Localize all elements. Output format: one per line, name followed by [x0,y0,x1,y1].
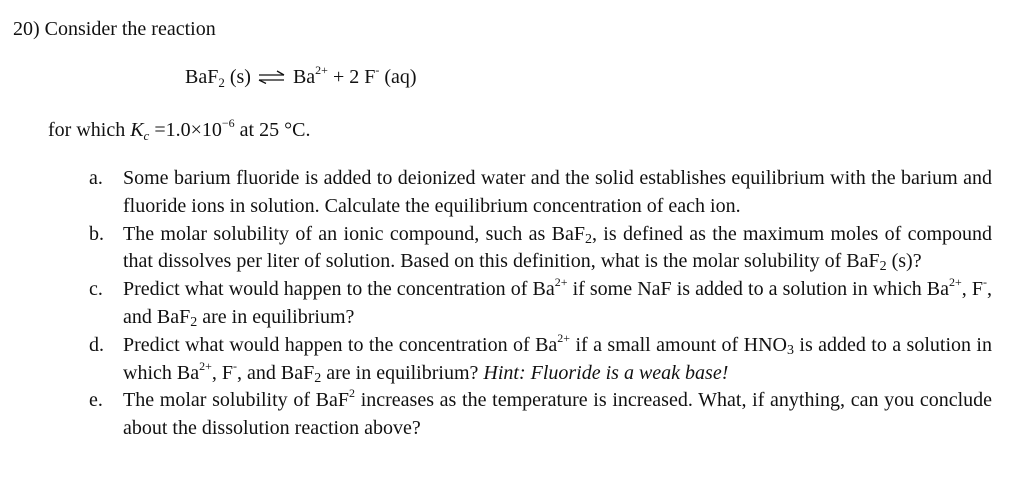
item-letter: c. [89,278,103,301]
superscript: 2+ [554,275,568,290]
item-e [89,387,992,443]
text-segment: Predict what would happen to the concentration of Ba [123,278,555,301]
text-segment: are in equilibrium? [321,361,484,384]
item-a [89,165,992,221]
anion-term: + 2 F [327,66,376,88]
text-segment: is added to a solution in which Ba [123,333,992,384]
reaction-equation [185,63,417,91]
item-text [123,332,992,388]
item-d [89,332,992,388]
question-title: 20) Consider the reaction [13,18,216,40]
kc-statement [48,116,310,144]
subscript: 2 [584,231,592,247]
subscript: 3 [786,342,794,358]
text-segment: , is defined as the maximum moles of compound that dissolves per liter of solution. Based on this definition, what is the molar solubility of BaF [123,222,993,273]
text-segment: , F [211,361,233,384]
text-segment: , and BaF [237,361,315,384]
subscript: 2 [190,314,198,330]
anion-charge: - [375,63,380,77]
kc-exponent: −6 [221,116,235,130]
text-segment: Predict what would happen to the concentration of Ba [123,333,558,356]
text-segment: increases as the temperature is increased. What, if anything, can you conclude about the dissolution reaction above? [123,389,993,440]
text-segment: are in equilibrium? [197,305,355,328]
superscript: - [233,358,237,373]
superscript: 2 [349,386,356,401]
item-text [123,221,992,277]
item-letter: d. [89,333,104,356]
kc-subscript: c [143,128,150,143]
item-text [123,387,992,443]
superscript: 2+ [557,330,571,345]
text-segment: , and BaF [123,278,992,328]
item-text: Some barium fluoride is added to deionized water and the solid establishes equilibrium with the barium and fluoride ions in solution. Calculate the equilibrium concentration of each ion. [123,167,992,217]
text-segment: (s)? [886,250,922,273]
hint-text: Hint: Fluoride is a weak base! [483,361,729,384]
item-c [89,276,992,332]
text-segment: if a small amount of HNO [570,333,787,356]
item-b [89,221,992,277]
kc-symbol: K [130,119,144,141]
text-segment: The molar solubility of an ionic compound, such as BaF [123,222,585,245]
kc-value: =1.0×10 [149,119,222,141]
reactant-state: (s) [224,66,251,88]
cation: Ba [292,66,316,88]
question-items [89,165,992,443]
equilibrium-arrow-icon [257,67,287,90]
text-segment: , F [961,278,983,301]
subscript: 2 [314,370,322,386]
superscript: - [983,275,987,290]
reactant-subscript: 2 [218,75,225,90]
text-segment: if some NaF is added to a solution in which Ba [567,278,949,301]
reactant: BaF [185,66,219,88]
kc-suffix: at 25 °C. [234,119,311,141]
superscript: 2+ [199,358,212,373]
kc-prefix: for which [48,119,131,141]
subscript: 2 [879,259,887,275]
item-text [123,276,992,332]
anion-state: (aq) [379,66,417,88]
superscript: 2+ [949,275,962,290]
cation-charge: 2+ [315,63,328,77]
item-letter: e. [89,389,103,412]
item-letter: a. [89,167,103,189]
item-letter: b. [89,222,104,245]
text-segment: The molar solubility of BaF [123,389,350,412]
